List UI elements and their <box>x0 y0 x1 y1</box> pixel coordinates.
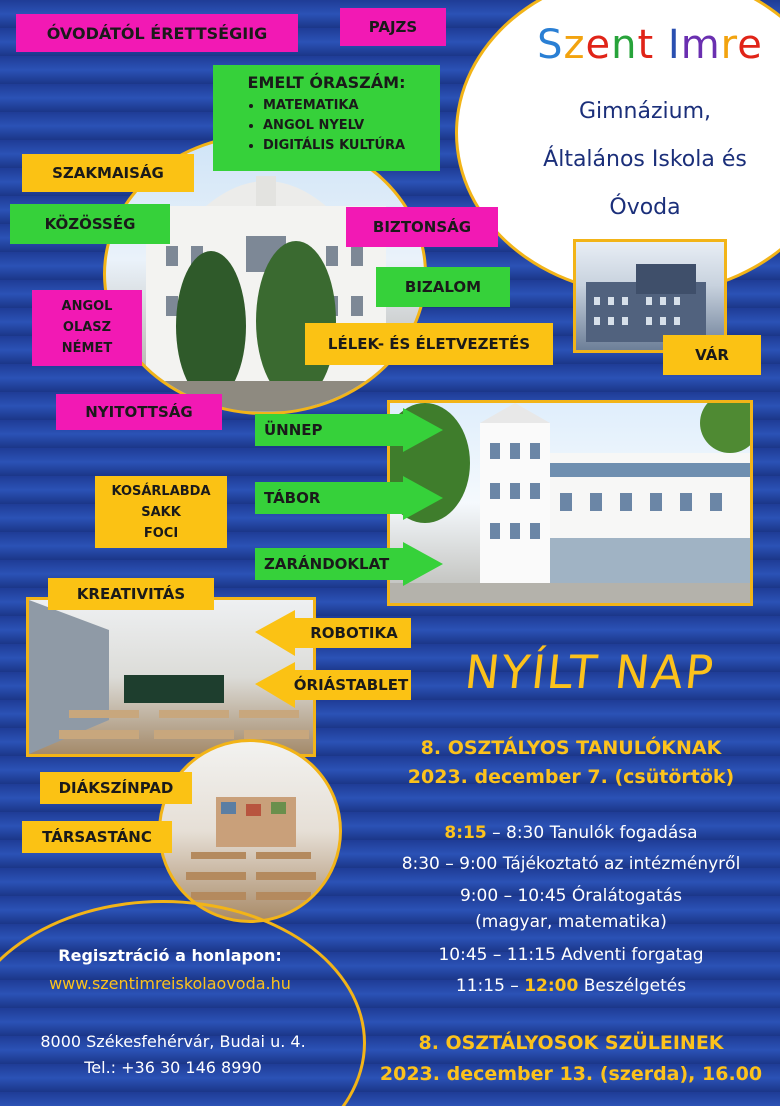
school-name-letter: z <box>563 22 586 68</box>
tag-kreativitas: KREATIVITÁS <box>48 578 214 610</box>
emelt-item: • MATEMATIKA <box>263 96 430 116</box>
schedule-text: 11:15 – <box>455 976 525 996</box>
language-item: NÉMET <box>61 341 113 356</box>
school-name-letter: r <box>720 22 738 68</box>
theatre-photo <box>158 739 342 923</box>
tag-languages <box>32 290 142 366</box>
schedule-text: 10:45 – 11:15 Adventi forgatag <box>438 945 704 965</box>
castle-drawing <box>576 242 724 350</box>
schedule-text: 9:00 – 10:45 Óralátogatás <box>459 886 683 906</box>
address: 8000 Székesfehérvár, Budai u. 4. <box>40 1032 306 1051</box>
schedule-row <box>372 975 770 997</box>
tag-lelek-es-eletvezetes: LÉLEK- ÉS ÉLETVEZETÉS <box>305 323 553 365</box>
school-name-letter: S <box>537 22 564 68</box>
subtitle-line: Gimnázium, <box>578 99 712 124</box>
schedule-text: Beszélgetés <box>578 976 687 996</box>
tag-emelt-oraszam <box>213 65 440 171</box>
schedule-row <box>372 853 770 875</box>
school-name-letter: e <box>585 22 612 68</box>
tag-unnep: ÜNNEP <box>264 421 323 439</box>
school-name-letter: m <box>680 22 721 68</box>
registration-label: Regisztráció a honlapon: <box>58 946 282 965</box>
schedule-text: (magyar, matematika) <box>475 912 667 932</box>
subtitle-line: Általános Iskola és <box>543 147 747 172</box>
event-date-parents: 2023. december 13. (szerda), 16.00 <box>379 1063 763 1085</box>
emelt-item: • ANGOL NYELV <box>263 116 430 136</box>
schedule-time-highlight: 8:15 <box>444 823 487 843</box>
schedule-text: 8:30 – 9:00 Tájékoztató az intézményről <box>401 854 741 874</box>
school-subtitle <box>500 88 780 232</box>
tag-biztonsag: BIZTONSÁG <box>346 207 498 247</box>
tag-sports <box>95 476 227 548</box>
tag-oriastablet: ÓRIÁSTABLET <box>293 676 409 694</box>
schedule-row <box>372 944 770 966</box>
language-item: ANGOL <box>61 299 113 314</box>
schedule-row <box>372 885 770 907</box>
school-name-letter: n <box>611 22 638 68</box>
tag-bizalom: BIZALOM <box>376 267 510 307</box>
tag-szakmaisag: SZAKMAISÁG <box>22 154 194 192</box>
event-title: NYÍLT NAP <box>462 645 718 699</box>
schedule-row <box>372 822 770 844</box>
sport-item: FOCI <box>143 526 179 541</box>
tag-robotika: ROBOTIKA <box>310 624 398 642</box>
school-name <box>520 22 780 68</box>
event-date-students: 2023. december 7. (csütörtök) <box>407 766 735 788</box>
language-item: OLASZ <box>62 320 112 335</box>
sport-item: KOSÁRLABDA <box>111 484 211 499</box>
emelt-item: • DIGITÁLIS KULTÚRA <box>263 136 430 156</box>
tag-tarsastanc: TÁRSASTÁNC <box>22 821 172 853</box>
theatre-drawing <box>161 742 339 920</box>
tag-nyitottsag: NYITOTTSÁG <box>56 394 222 430</box>
tag-var: VÁR <box>663 335 761 375</box>
website-link[interactable]: www.szentimreiskolaovoda.hu <box>49 974 291 993</box>
sport-item: SAKK <box>141 505 181 520</box>
tag-pajzs: PAJZS <box>340 8 446 46</box>
school-name-letter <box>654 22 668 68</box>
tag-kozosseg: KÖZÖSSÉG <box>10 204 170 244</box>
emelt-list <box>223 96 430 156</box>
school-name-letter: I <box>667 22 681 68</box>
event-audience-parents: 8. OSZTÁLYOSOK SZÜLEINEK <box>418 1032 724 1054</box>
phone[interactable]: Tel.: +36 30 146 8990 <box>84 1058 262 1077</box>
tag-tabor: TÁBOR <box>264 489 321 507</box>
school-name-letter: t <box>637 22 655 68</box>
tag-diakszinpad: DIÁKSZÍNPAD <box>40 772 192 804</box>
schedule-row <box>372 911 770 933</box>
schedule-text: – 8:30 Tanulók fogadása <box>486 823 698 843</box>
tag-ovodatol-erettsegiig: ÓVODÁTÓL ÉRETTSÉGIIG <box>16 14 298 52</box>
emelt-title: EMELT ÓRASZÁM: <box>247 73 406 92</box>
subtitle-line: Óvoda <box>609 195 681 220</box>
schedule-time-highlight: 12:00 <box>524 976 579 996</box>
school-name-letter: e <box>737 22 763 68</box>
tag-zarandoklat: ZARÁNDOKLAT <box>264 555 390 573</box>
event-audience-students: 8. OSZTÁLYOS TANULÓKNAK <box>420 737 722 759</box>
